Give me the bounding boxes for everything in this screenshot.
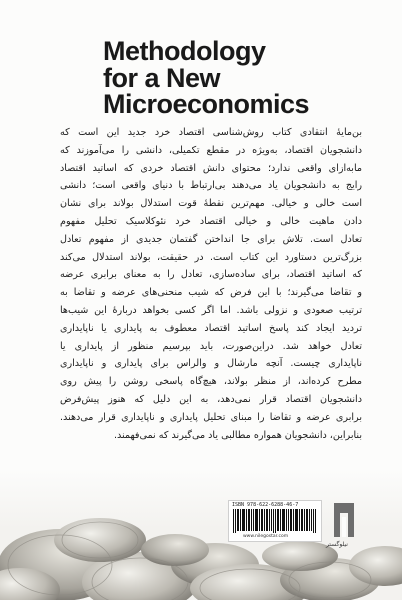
blurb-line: ترتیب صعودی و نزولی باشد. اما اگر کسی بخواهد دربارهٔ این شیب‌ها [60,304,362,316]
blurb-line: رایج به دانشجویان یاد می‌دهند بی‌ارتباط با دنیای واقعی است؛ دانشی [60,180,362,192]
blurb-line: است خالی و خیالی. مهم‌ترین نقطهٔ قوت استدلال بولاند برای نشان [60,198,362,210]
blurb-line: تردید ایجاد کند پاسخ اساتید اقتصاد معطوف به پایداری یا ناپایداری [60,322,362,334]
blurb-line: تعادل خواهد شد. دراین‌صورت، باید بپرسیم منظور از پایداری یا [60,340,362,352]
blurb-line: بنابراین، دانشجویان همواره مطالبی یاد می‌گیرند که نمی‌فهمند. [113,429,362,441]
blurb-line: مابه‌ازای واقعی ندارد؛ محتوای دانش اقتصاد خردی که اساتید اقتصاد [60,162,362,174]
blurb-line: تعادل است. تلاش برای جا انداختن گفتمان جدیدی از مفهوم تعادل [60,233,362,245]
blurb-line: دادن ماهیت خالی و خیالی اقتصاد خرد نئوکلاسیک تحلیل مفهوم [60,215,362,227]
blurb-line: که اساتید اقتصاد، برای ساده‌سازی، تعادل را به معنای برابری عرضه [60,269,362,281]
blurb-line: ناپایداری چیست. آنچه مارشال و والراس برای پایداری و ناپایداری [60,358,362,370]
book-title [103,38,383,118]
blurb-text [60,124,362,444]
publisher-logo-icon [330,499,358,541]
blurb-line: برابری عرضه و تقاضا را مبنای تحلیل پایداری و ناپایداری قرار می‌دهند. [60,411,362,423]
publisher-url: www.nilegostar.com [243,534,289,539]
barcode [228,500,322,542]
blurb-line: مطرح کرده‌اند، از منظر بولاند، هیچ‌گاه پاسخی روشن را پیش روی [60,376,362,388]
title-line: Microeconomics [103,89,310,119]
barcode-bars [233,509,317,533]
title-line: Methodology [103,36,266,66]
title-line: for a New [103,62,221,93]
isbn-text: ISBN 978-622-6288-46-7 [232,502,299,508]
blurb-line: دانشجویان اقتصاد قرار نمی‌دهد، به این دلیل که هنوز پیش‌فرض [60,393,362,405]
blurb-line: و تقاضا می‌گیرند؛ با این فرض که شیب منحنی‌های عرضه و تقاضا به [60,287,362,299]
blurb-line: دانشجویان اقتصاد، به‌ویژه در مقطع تکمیلی، دانشی را می‌آموزند که [60,144,362,156]
blurb-line: بن‌مایهٔ انتقادی کتاب روش‌شناسی اقتصاد خرد جدید این است که [60,127,362,138]
publisher-logo-text: نیلوگستر [326,541,348,548]
blurb-line: بزرگ‌ترین دستاورد این کتاب است. در حقیقت، بولاند استدلال می‌کند [60,251,362,263]
